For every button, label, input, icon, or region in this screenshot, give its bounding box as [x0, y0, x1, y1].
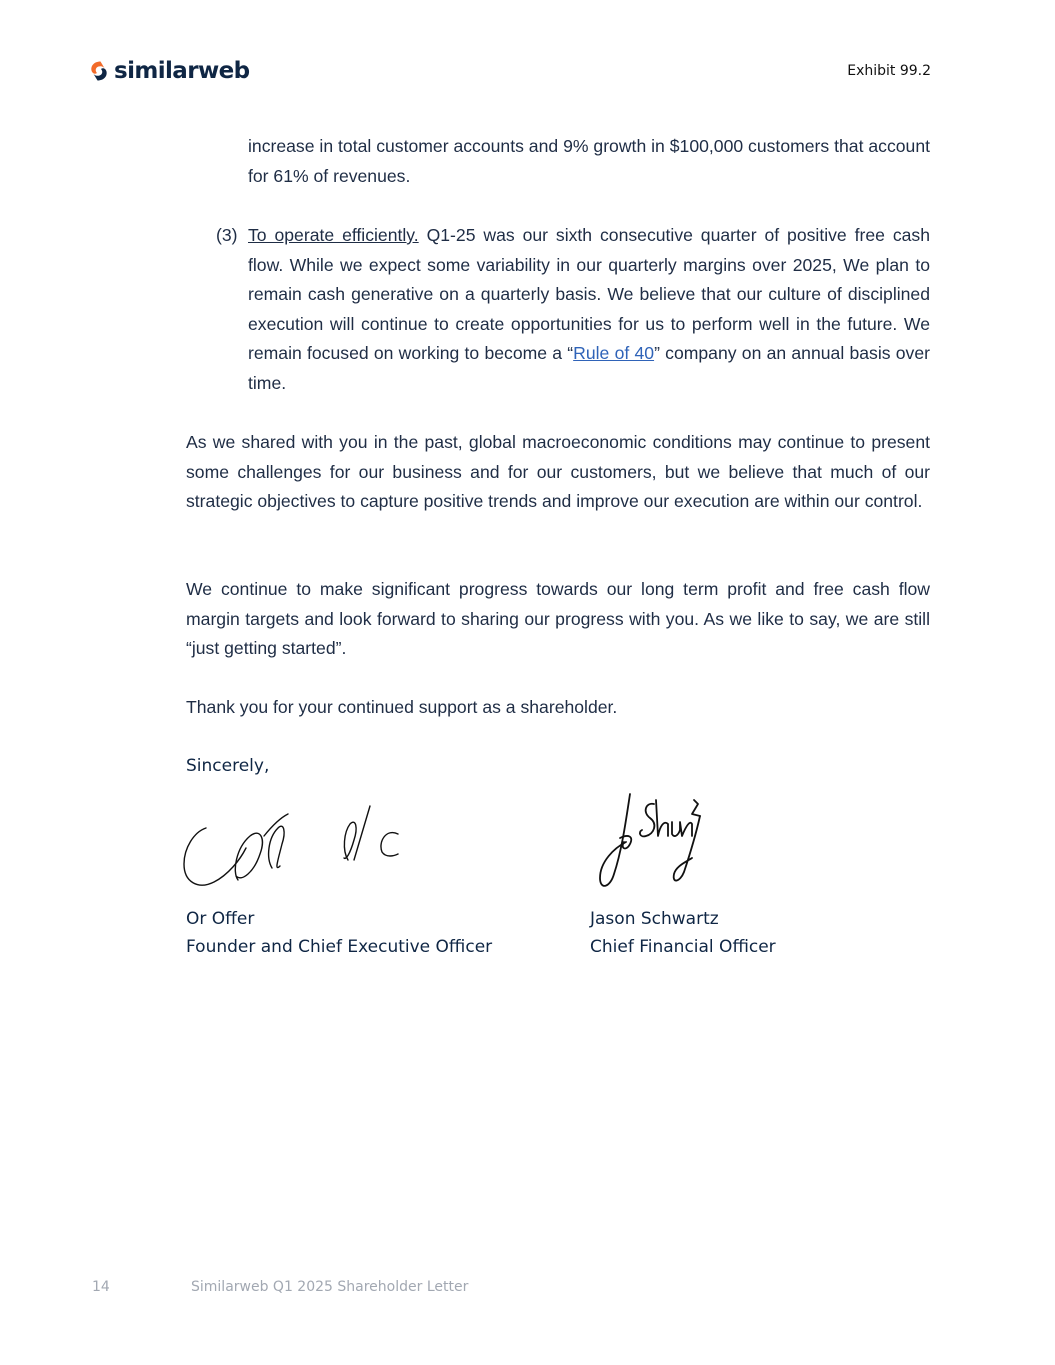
list-item-continuation: increase in total customer accounts and 9% growth in $100,000 customers that account for 61% of revenues. — [248, 136, 930, 186]
paragraph-thanks: Thank you for your continued support as a shareholder. — [186, 697, 618, 717]
footer-document-title: Similarweb Q1 2025 Shareholder Letter — [191, 1279, 469, 1295]
signer-ceo — [186, 905, 492, 961]
signer-name: Jason Schwartz — [590, 909, 719, 929]
list-item-3-text — [248, 221, 930, 398]
company-logo — [88, 58, 249, 84]
paragraph-progress: We continue to make significant progress towards our long term profit and free cash flow margin targets and look forward to sharing our progress with you. As we like to say, we are still “just getting started”. — [186, 579, 930, 658]
exhibit-label: Exhibit 99.2 — [847, 63, 931, 79]
signer-name: Or Offer — [186, 909, 255, 929]
signer-title: Chief Financial Officer — [590, 937, 776, 957]
cfo-signature-image — [594, 790, 714, 895]
list-item-number: (3) — [216, 225, 238, 245]
rule-of-40-link[interactable]: Rule of 40 — [573, 343, 655, 363]
page-number: 14 — [92, 1279, 110, 1295]
signer-cfo — [590, 905, 776, 961]
list-item-heading: To operate efficiently. — [248, 225, 419, 245]
paragraph-macro: As we shared with you in the past, global macroeconomic conditions may continue to present some challenges for our business and for our customers, but we believe that much of our strategic objectives to capture positive trends and improve our execution are within our control. — [186, 432, 930, 511]
list-item-body: Q1-25 was our sixth consecutive quarter of positive free cash flow. While we expect some variability in our quarterly margins over 2025, We plan to remain cash generative on a quarterly basis. We believe that our culture of disciplined execution will continue to create opportunities for us to perform well in the future. We remain focused on working to become a “ — [248, 225, 930, 363]
list-item-3 — [216, 221, 930, 398]
closing-salutation: Sincerely, — [186, 756, 270, 776]
similarweb-logo-icon — [88, 59, 110, 83]
signer-title: Founder and Chief Executive Officer — [186, 937, 493, 957]
ceo-signature-image — [180, 798, 410, 893]
logo-text: similarweb — [114, 58, 250, 84]
list-item-body-end: ” company on an annual basis over time. — [248, 343, 930, 393]
